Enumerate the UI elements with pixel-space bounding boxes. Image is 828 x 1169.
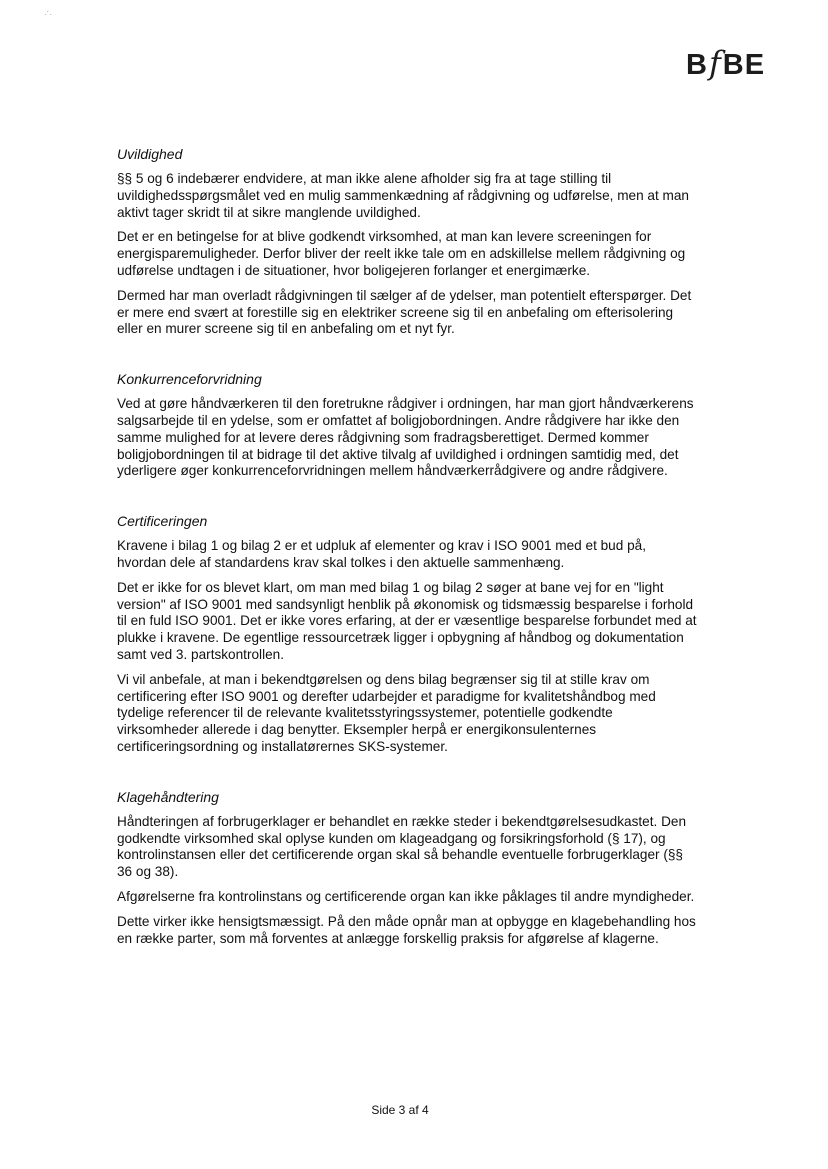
page-number: Side 3 af 4 <box>371 1103 429 1117</box>
paragraph: Det er ikke for os blevet klart, om man med bilag 1 og bilag 2 søger at bane vej for en "light version" af ISO 9001 med sandsynligt henblik på økonomisk og tidsmæssig besparelse i forhold til en fuld ISO 9001. Det er ikke vores erfaring, at der er væsentlige besparelse forbundet med at plukke i kravene. De egentlige ressourcetræk ligger i opbygning af håndbog og dokumentation samt ved 3. partskontrollen. <box>117 579 697 662</box>
bfbe-logo: BfBE <box>686 44 766 82</box>
section-certificeringen <box>117 513 697 756</box>
paragraph: Dette virker ikke hensigtsmæssigt. På den måde opnår man at opbygge en klagebehandling hos en række parter, som må forventes at anlægge forskellig praksis for afgørelse af klagerne. <box>117 913 696 946</box>
section-heading: Uvildighed <box>117 146 183 162</box>
section-heading: Klagehåndtering <box>117 788 219 805</box>
paragraph: Ved at gøre håndværkeren til den foretrukne rådgiver i ordningen, har man gjort håndværkerens salgsarbejde til en ydelse, som er omfattet af boligjobordningen. Andre rådgivere har ikke den samme mulighed for at levere deres rådgivning som fradragsberettiget. Dermed kommer boligjobordningen til at bidrage til det aktive tilvalg af uvildighed i ordningen samtidig med, det yderligere øger konkurrenceforvridningen mellem håndværkerrådgivere og andre rådgivere. <box>117 396 694 479</box>
section-uvildighed <box>117 146 697 338</box>
paragraph: Dermed har man overladt rådgivningen til sælger af de ydelser, man potentielt efterspørger. Det er mere end svært at forestille sig en elektriker screene sig til en anbefaling om efterisolering eller en murer screene sig til en anbefaling om et nyt fyr. <box>117 287 692 337</box>
document-body <box>117 146 697 947</box>
section-heading: Konkurrenceforvridning <box>117 371 262 388</box>
paragraph: Vi vil anbefale, at man i bekendtgørelsen og dens bilag begrænser sig til at stille krav om certificering efter ISO 9001 og derefter udarbejder et paradigme for kvalitetshåndbog med tydelige referencer til de relevante kvalitetsstyringssystemer, potentielle godkendte virksomheder allerede i dag benytter. Eksempler herpå er energikonsulenternes certificeringsordning og installatørernes SKS-systemer. <box>117 671 656 754</box>
paragraph: Kravene i bilag 1 og bilag 2 er et udpluk af elementer og krav i ISO 9001 med et bud på, hvordan dele af standardens krav skal tolkes i den aktuelle sammenhæng. <box>117 538 646 570</box>
section-konkurrenceforvridning <box>117 371 697 480</box>
section-klagehaandtering <box>117 789 697 948</box>
section-heading: Certificeringen <box>117 513 208 530</box>
paragraph: Håndteringen af forbrugerklager er behandlet en række steder i bekendtgørelsesudkastet. Den godkendte virksomhed skal oplyse kunden om klageadgang og forsikringsforhold (§ 17), og kontrolinstansen eller det certificerende organ skal så behandle eventuelle forbrugerklager (§§ 36 og 38). <box>117 813 687 880</box>
paragraph: §§ 5 og 6 indebærer endvidere, at man ikke alene afholder sig fra at tage stilling til uvildighedsspørgsmålet ved en mulig sammenkædning af rådgivning og udførelse, men at man aktivt tager skridt til at sikre manglende uvildighed. <box>117 171 689 220</box>
paragraph: Afgørelserne fra kontrolinstans og certificerende organ kan ikke påklages til andre myndigheder. <box>117 888 695 904</box>
paragraph: Det er en betingelse for at blive godkendt virksomhed, at man kan levere screeningen for energisparemuligheder. Derfor bliver der reelt ikke tale om en adskillelse mellem rådgivning og udførelse undtagen i de situationer, hvor boligejeren forlanger et energimærke. <box>117 229 686 278</box>
scan-speck: ·´· <box>44 10 52 19</box>
